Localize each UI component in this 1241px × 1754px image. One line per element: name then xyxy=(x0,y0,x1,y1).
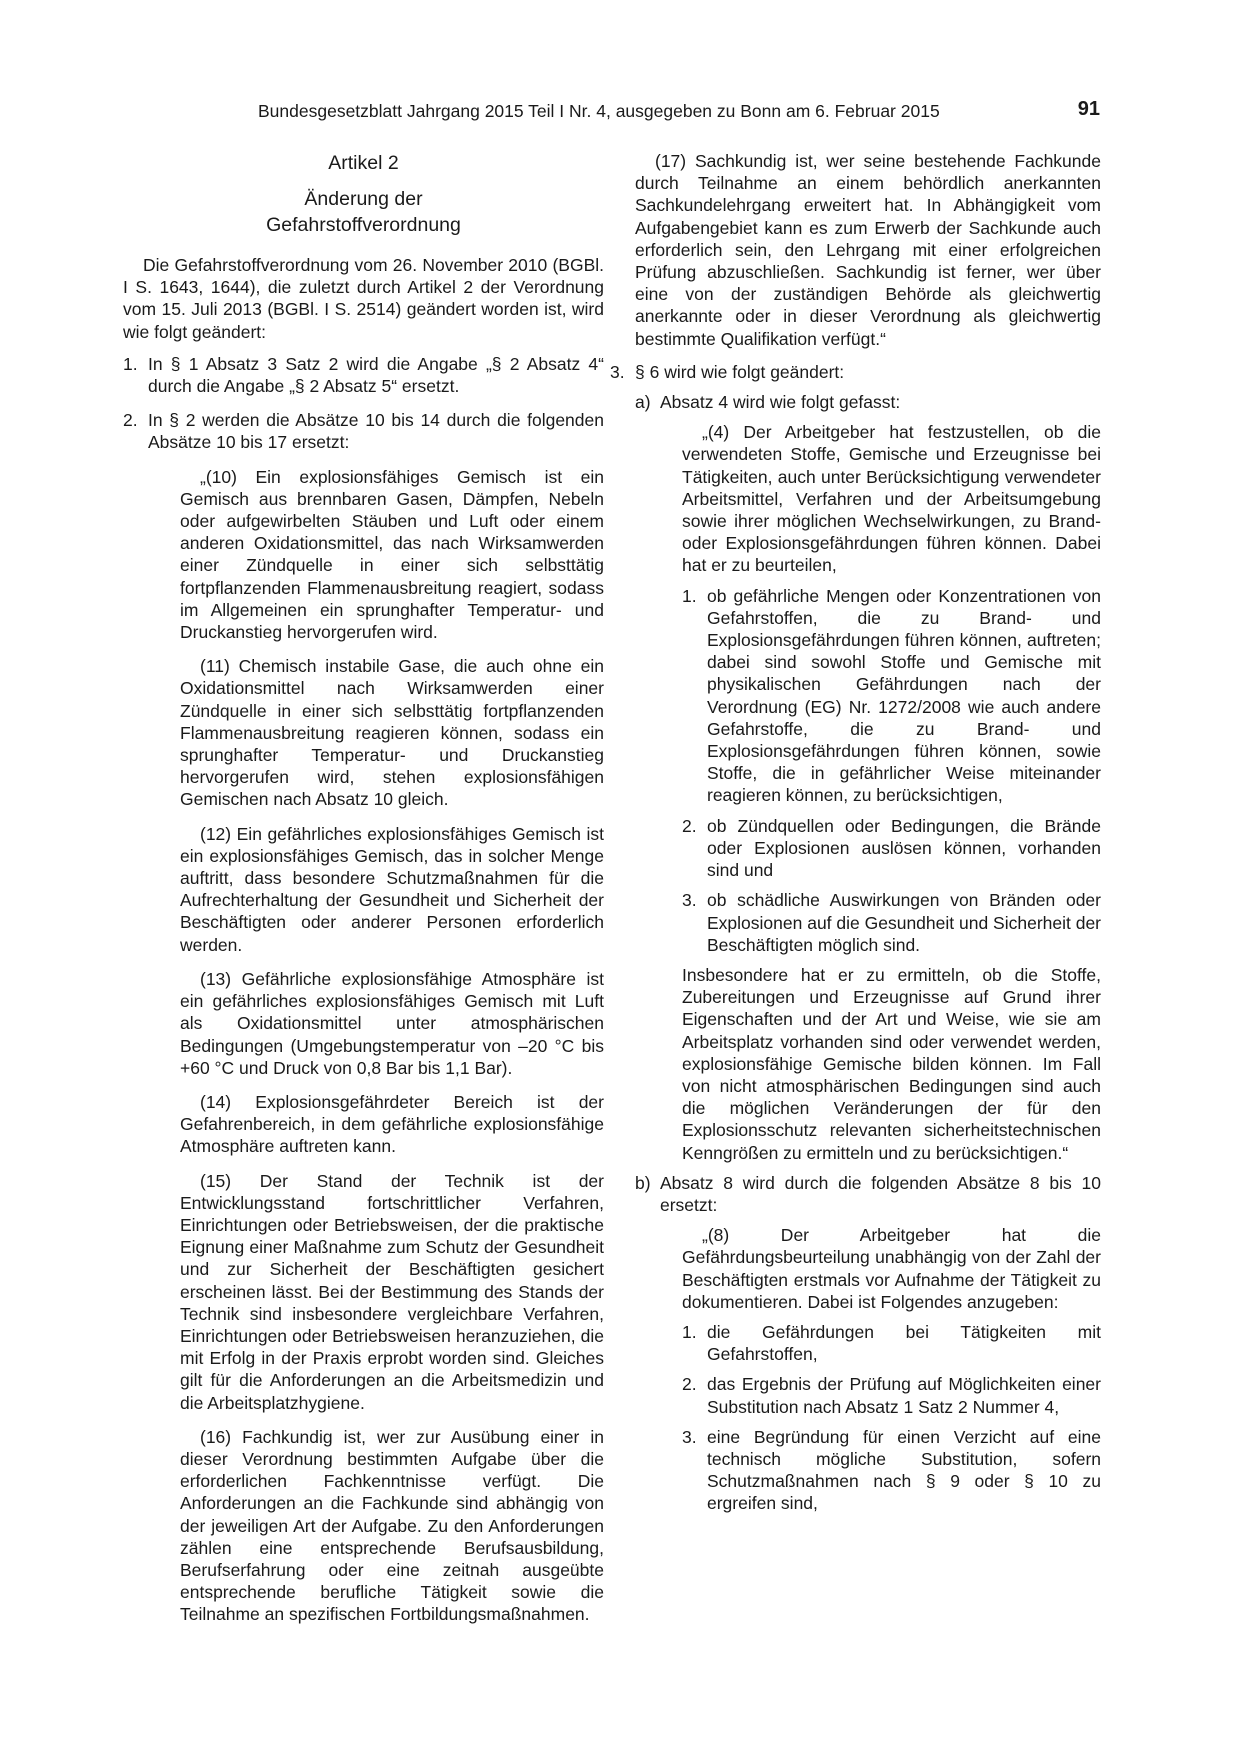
list-number: 3. xyxy=(682,890,697,911)
amendment-item-3 xyxy=(610,361,1101,383)
assessment-item-2 xyxy=(682,815,1101,882)
list-number: 2. xyxy=(682,815,697,836)
list-text: ob schädliche Auswirkungen von Bränden oder Explosionen auf die Gesundheit und Sicherheit der Beschäftigten möglich sind. xyxy=(707,890,1102,955)
sub-item-b xyxy=(635,1172,1101,1216)
item-number: 3. xyxy=(610,361,625,382)
intro-paragraph: Die Gefahrstoffverordnung vom 26. November 2010 (BGBl. I S. 1643, 1644), die zuletzt durch Artikel 2 der Verordnung vom 15. Juli 2013 (BGBl. I S. 2514) geändert worden ist, wird wie folgt geändert: xyxy=(123,255,604,342)
list-number: 3. xyxy=(682,1426,697,1447)
item-number: 2. xyxy=(123,410,138,431)
documentation-item-2 xyxy=(682,1373,1101,1417)
documentation-item-3 xyxy=(682,1426,1101,1515)
sub-item-text: Absatz 8 wird durch die folgenden Absätze 8 bis 10 ersetzt: xyxy=(660,1172,1101,1215)
page-header xyxy=(258,100,1100,126)
amendment-item-1 xyxy=(123,353,604,397)
list-text: das Ergebnis der Prüfung auf Möglichkeiten einer Substitution nach Absatz 1 Satz 2 Nummer 4, xyxy=(707,1374,1101,1417)
list-number: 2. xyxy=(682,1374,697,1395)
right-column xyxy=(610,150,1102,1515)
page-number: 91 xyxy=(1077,98,1100,120)
list-text: die Gefährdungen bei Tätigkeiten mit Gefahrstoffen, xyxy=(707,1321,1101,1365)
paragraph-17: (17) Sachkundig ist, wer seine bestehende Fachkunde durch Teilnahme an einem behördlich anerkannten Sachkundelehrgang erweitert hat. In Abhängigkeit vom Aufgabengebiet kann es zum Erwerb der Sachkunde auch erforderlich sein, den Lehrgang mit einer erfolgreichen Prüfung abzuschließen. Sachkundig ist ferner, wer über eine von der zuständigen Behörde als gleichwertig anerkannte oder in dieser Verordnung als gleichwertig bestimmte Qualifikation verfügt.“ xyxy=(635,151,1101,349)
paragraph-14: (14) Explosionsgefährdeter Bereich ist der Gefahrenbereich, in dem gefährliche explosionsfähige Atmosphäre auftreten kann. xyxy=(180,1091,604,1157)
item-text: In § 2 werden die Absätze 10 bis 14 durch die folgenden Absätze 10 bis 17 ersetzt: xyxy=(148,410,604,453)
assessment-item-1 xyxy=(682,585,1101,807)
item-text: § 6 wird wie folgt geändert: xyxy=(635,361,845,382)
documentation-item-1 xyxy=(682,1321,1101,1365)
list-text: ob Zündquellen oder Bedingungen, die Brände oder Explosionen auslösen können, vorhanden sind und xyxy=(707,815,1101,881)
list-number: 1. xyxy=(682,1321,697,1342)
assessment-list xyxy=(635,585,1101,956)
list-text: eine Begründung für einen Verzicht auf eine technisch mögliche Substitution, sofern Schutzmaßnahmen nach § 9 oder § 10 zu ergreifen sind, xyxy=(707,1426,1101,1514)
article-title-line-2: Gefahrstoffverordnung xyxy=(266,214,461,236)
paragraph-12: (12) Ein gefährliches explosionsfähiges Gemisch ist ein explosionsfähiges Gemisch, das in solcher Menge auftritt, dass besondere Schutzmaßnahmen für die Aufrechterhaltung der Gesundheit und Sicherheit der Beschäftigten oder anderer Personen erforderlich werden. xyxy=(180,823,604,955)
amendment-item-2 xyxy=(123,409,604,453)
list-number: 1. xyxy=(682,585,697,606)
paragraph-13: (13) Gefährliche explosionsfähige Atmosphäre ist ein gefährliches explosionsfähiges Gemisch mit Luft als Oxidationsmittel unter atmosphärischen Bedingungen (Umgebungstemperatur von –20 °C bis +60 °C und Druck von 0,8 Bar bis 1,1 Bar). xyxy=(180,968,604,1078)
assessment-item-3 xyxy=(682,889,1101,956)
paragraph-4-closing: Insbesondere hat er zu ermitteln, ob die Stoffe, Zubereitungen und Erzeugnisse auf Grund ihrer Eigenschaften und der Art und Weise, wie sie am Arbeitsplatz vorhanden sind oder verwendet werden, explosionsfähige Gemische bilden können. Im Fall von nicht atmosphärischen Bedingungen sind auch die möglichen Veränderungen der für den Explosionsschutz relevanten sicherheitstechnischen Kenngrößen zu ermitteln und zu berücksichtigen.“ xyxy=(682,964,1101,1163)
article-number: Artikel 2 xyxy=(328,152,399,174)
list-text: ob gefährliche Mengen oder Konzentrationen von Gefahrstoffen, die zu Brand- und Explosionsgefährdungen führen können, auftreten; dabei sind sowohl Stoffe und Gemische mit physikalischen Gefährdungen nach der Verordnung (EG) Nr. 1272/2008 wie auch andere Gefahrstoffe, die zu Brand- und Explosionsgefährdungen führen können, sowie Stoffe, die in gefährlicher Weise miteinander reagieren können, zu berücksichtigen, xyxy=(707,585,1101,806)
paragraph-4-quote: „(4) Der Arbeitgeber hat festzustellen, ob die verwendeten Stoffe, Gemische und Erzeugnisse bei Tätigkeiten, auch unter Berücksichtigung verwendeter Arbeitsmittel, Verfahren und der Arbeitsumgebung sowie ihrer möglichen Wechselwirkungen, zu Brand- oder Explosionsgefährdungen führen können. Dabei hat er zu beurteilen, xyxy=(682,422,1101,576)
paragraph-11: (11) Chemisch instabile Gase, die auch ohne ein Oxidationsmittel nach Wirksamwerden einer Zündquelle in einer sich selbsttätig fortpflanzenden Flammenausbreitung reagieren können, sodass ein sprunghafter Temperatur- und Druckanstieg hervorgerufen wird, stehen explosionsfähigen Gemischen nach Absatz 10 gleich. xyxy=(180,656,604,810)
paragraph-15: (15) Der Stand der Technik ist der Entwicklungsstand fortschrittlicher Verfahren, Einrichtungen oder Betriebsweisen, der die praktische Eignung einer Maßnahme zum Schutz der Gesundheit und zur Sicherheit der Beschäftigten gesichert erscheinen lässt. Bei der Bestimmung des Stands der Technik sind insbesondere vergleichbare Verfahren, Einrichtungen oder Betriebsweisen heranzuziehen, die mit Erfolg in der Praxis erprobt worden sind. Gleiches gilt für die Anforderungen an die Arbeitsmedizin und die Arbeitsplatzhygiene. xyxy=(180,1170,604,1413)
article-title xyxy=(123,186,604,238)
article-title-line-1: Änderung der xyxy=(304,188,423,210)
documentation-list xyxy=(635,1321,1101,1515)
item-number: 1. xyxy=(123,353,138,374)
left-column xyxy=(123,150,604,1626)
item-text: In § 1 Absatz 3 Satz 2 wird die Angabe „§ 2 Absatz 4“ durch die Angabe „§ 2 Absatz 5“ ersetzt. xyxy=(148,353,604,397)
sub-item-label: a) xyxy=(635,392,651,413)
gazette-title: Bundesgesetzblatt Jahrgang 2015 Teil I Nr. 4, ausgegeben zu Bonn am 6. Februar 2015 xyxy=(258,101,940,121)
paragraph-8-quote: „(8) Der Arbeitgeber hat die Gefährdungsbeurteilung unabhängig von der Zahl der Beschäftigten erstmals vor Aufnahme der Tätigkeit zu dokumentieren. Dabei ist Folgendes anzugeben: xyxy=(682,1225,1101,1312)
sub-item-text: Absatz 4 wird wie folgt gefasst: xyxy=(660,392,901,413)
paragraph-10: „(10) Ein explosionsfähiges Gemisch ist ein Gemisch aus brennbaren Gasen, Dämpfen, Nebeln oder aufgewirbelten Stäuben und Luft oder einem anderen Oxidationsmittel, das nach Wirksamwerden einer Zündquelle in einer sich selbsttätig fortpflanzenden Flammenausbreitung reagiert, sodass im Allgemeinen ein sprunghafter Temperatur- und Druckanstieg hervorgerufen wird. xyxy=(180,466,604,643)
sub-item-a xyxy=(635,391,1101,413)
sub-item-label: b) xyxy=(635,1172,651,1193)
paragraph-16: (16) Fachkundig ist, wer zur Ausübung einer in dieser Verordnung bestimmten Aufgabe über die erforderlichen Fachkenntnisse verfügt. Die Anforderungen an die Fachkunde sind abhängig von der jeweiligen Art der Aufgabe. Zu den Anforderungen zählen eine entsprechende Berufsausbildung, Berufserfahrung oder eine zeitnah ausgeübte entsprechende berufliche Tätigkeit sowie die Teilnahme an spezifischen Fortbildungsmaßnahmen. xyxy=(180,1426,604,1625)
